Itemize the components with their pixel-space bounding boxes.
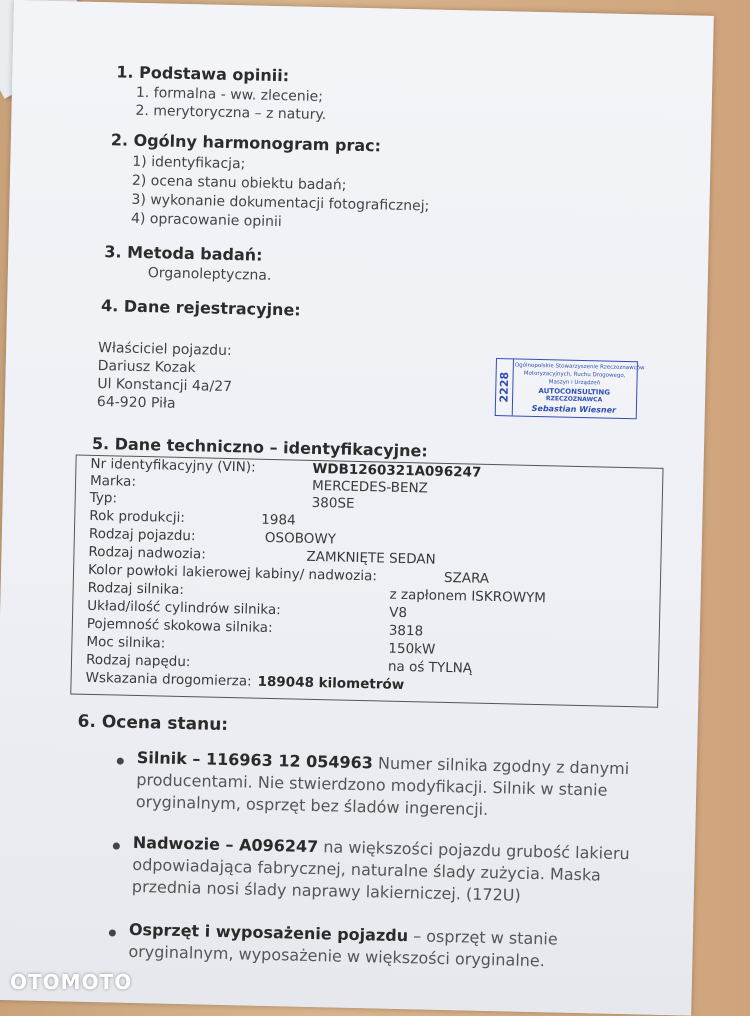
tech-label: Układ/ilość cylindrów silnika: — [87, 597, 281, 619]
stamp-line: Ogólnopolskie Stowarzyszenie Rzeczoznawców — [514, 362, 645, 372]
technical-data-box — [70, 455, 663, 708]
section-2-item: 3) wykonanie dokumentacji fotograficznej; — [131, 191, 430, 215]
stamp-role: RZECZOZNAWCA — [545, 395, 603, 404]
stamp-line: Maszyn i Urządzeń — [548, 379, 601, 387]
assessment-equipment-heading: Osprzęt i wyposażenie pojazdu — [128, 919, 409, 946]
bullet-icon — [109, 929, 116, 936]
tech-value: OSOBOWY — [264, 529, 337, 548]
tech-value: 3818 — [388, 622, 424, 640]
tech-label: Rok produkcji: — [89, 507, 186, 527]
owner-street: Ul Konstancji 4a/27 — [97, 375, 233, 396]
odometer-label: Wskazania drogomierza: — [85, 669, 252, 690]
tech-label: Kolor powłoki lakierowej kabiny/ nadwozia: — [87, 561, 378, 585]
tech-label: Rodzaj nadwozia: — [88, 543, 207, 563]
tech-value: ZAMKNIĘTE SEDAN — [306, 548, 436, 568]
section-2-item: 1) identyfikacja; — [132, 153, 246, 173]
tech-value: 1984 — [261, 511, 296, 529]
section-3-value: Organoleptyczna. — [147, 265, 272, 284]
stamp-number-box — [496, 359, 514, 415]
section-6-title: 6. Ocena stanu: — [77, 711, 229, 736]
section-2-title: 2. Ogólny harmonogram prac: — [110, 130, 382, 156]
bullet-icon — [117, 758, 124, 765]
tech-label: Nr identyfikacyjny (VIN): — [90, 455, 256, 476]
section-4-title: 4. Dane rejestracyjne: — [100, 296, 301, 320]
section-1-title: 1. Podstawa opinii: — [116, 62, 290, 86]
assessment-body-text: na większości pojazdu grubość lakieru odpowiadająca fabrycznej, naturalne ślady zużycia. Maska przednia nosi ślady naprawy lakierniczej. (172U) — [131, 837, 630, 905]
tech-value: SZARA — [443, 569, 490, 587]
assessment-body-heading: Nadwozie – A096247 — [132, 832, 319, 857]
section-2-item: 2) ocena stanu obiektu badań; — [131, 172, 347, 194]
section-5-title: 5. Dane techniczno – identyfikacyjne: — [91, 433, 428, 461]
odometer-value: 189048 kilometrów — [257, 673, 405, 694]
tech-label: Rodzaj silnika: — [87, 579, 185, 599]
stamp-company: AUTOCONSULTING — [538, 387, 611, 397]
assessment-equipment — [128, 919, 639, 975]
assessment-equipment-text: – osprzęt w stanie oryginalnym, wyposażenie w większości oryginalne. — [128, 926, 558, 971]
section-2-item: 4) opracowanie opinii — [130, 210, 282, 231]
assessment-engine-heading: Silnik – 116963 12 054963 — [136, 747, 374, 773]
tech-label: Typ: — [89, 489, 118, 507]
tech-label: Rodzaj pojazdu: — [88, 525, 196, 545]
assessment-body — [132, 832, 643, 910]
owner-label: Właściciel pojazdu: — [97, 340, 232, 360]
stamp-signer: Sebastian Wiesner — [531, 403, 617, 415]
tech-value: na oś TYLNĄ — [387, 658, 473, 677]
tech-value: 150kW — [388, 640, 436, 658]
section-1-item: 1. formalna - ww. zlecenie; — [135, 84, 324, 106]
tech-value: z zapłonem ISKROWYM — [389, 586, 547, 607]
tech-label: Marka: — [89, 472, 137, 490]
tech-label: Pojemność skokowa silnika: — [86, 615, 273, 637]
stamp-number: 2228 — [497, 371, 512, 403]
otomoto-watermark: OTOMOTO — [10, 970, 133, 994]
tech-value: V8 — [389, 604, 408, 622]
tech-value: MERCEDES-BENZ — [311, 477, 429, 497]
section-1-item: 2. merytoryczna – z natury. — [135, 102, 327, 124]
tech-value: 380SE — [311, 494, 355, 512]
stamp-body — [514, 361, 645, 415]
stamp-line: Motoryzacyjnych, Ruchu Drogowego, — [523, 370, 626, 379]
owner-city: 64-920 Piła — [96, 393, 176, 412]
assessment-engine-text: Numer silnika zgodny z danymi producentami. Nie stwierdzono modyfikacji. Silnik w stanie oryginalnym, osprzęt bez śladów ingerencji. — [135, 753, 630, 819]
tech-label: Rodzaj napędu: — [85, 651, 191, 671]
owner-name: Dariusz Kozak — [97, 357, 196, 377]
tech-label: Moc silnika: — [86, 633, 166, 652]
section-3-title: 3. Metoda badań: — [104, 242, 263, 265]
expert-stamp — [495, 358, 645, 419]
assessment-engine — [136, 747, 647, 825]
bullet-icon — [113, 842, 120, 849]
vin-value: WDB1260321A096247 — [312, 460, 482, 481]
